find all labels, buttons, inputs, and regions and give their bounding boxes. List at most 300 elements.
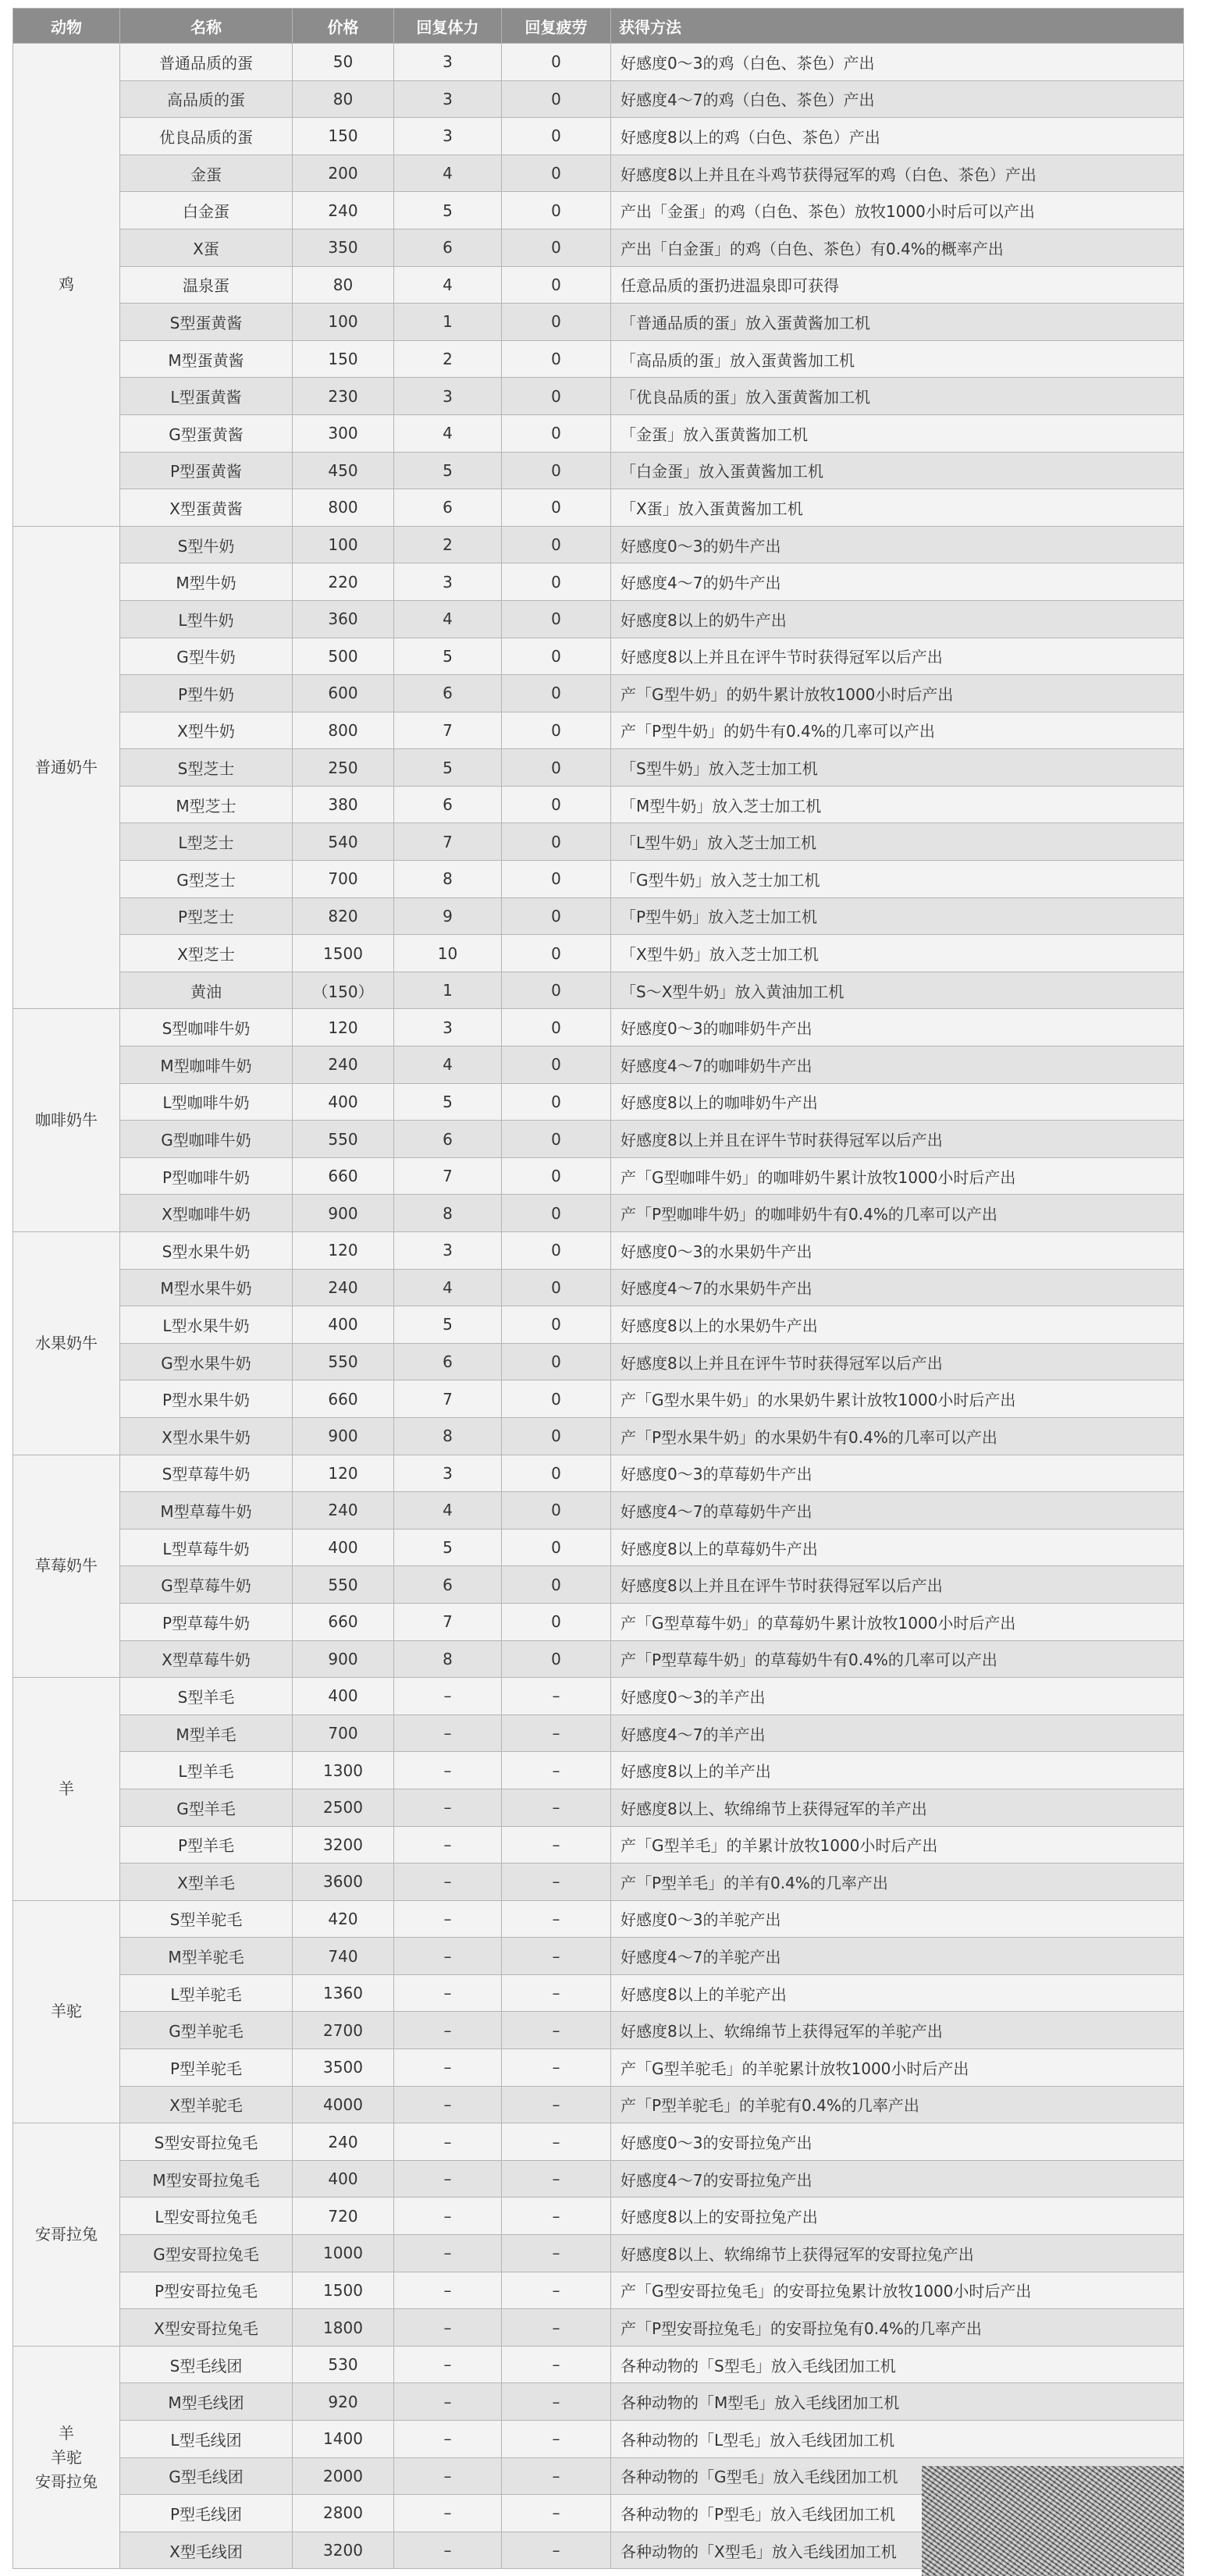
table-row bbox=[13, 1864, 1184, 1901]
product-name-cell: 普通品质的蛋 bbox=[120, 44, 293, 81]
stamina-cell: 3 bbox=[394, 563, 502, 601]
product-name-cell: L型牛奶 bbox=[120, 600, 293, 638]
table-row bbox=[13, 452, 1184, 489]
fatigue-cell: 0 bbox=[502, 1195, 611, 1232]
table-row bbox=[13, 600, 1184, 638]
fatigue-cell: 0 bbox=[502, 155, 611, 192]
fatigue-cell: 0 bbox=[502, 304, 611, 341]
header-method: 获得方法 bbox=[611, 9, 1184, 44]
table-row bbox=[13, 1566, 1184, 1604]
price-cell: 230 bbox=[293, 378, 394, 415]
fatigue-cell: – bbox=[502, 2421, 611, 2458]
stamina-cell: – bbox=[394, 2272, 502, 2309]
product-name-cell: L型水果牛奶 bbox=[120, 1306, 293, 1344]
product-name-cell: 黄油 bbox=[120, 972, 293, 1009]
stamina-cell: 6 bbox=[394, 489, 502, 527]
price-cell: 100 bbox=[293, 526, 394, 563]
stamina-cell: 4 bbox=[394, 1046, 502, 1084]
stamina-cell: – bbox=[394, 2235, 502, 2272]
stamina-cell: – bbox=[394, 2160, 502, 2198]
price-cell: 220 bbox=[293, 563, 394, 601]
price-cell: 530 bbox=[293, 2346, 394, 2383]
stamina-cell: – bbox=[394, 2421, 502, 2458]
price-cell: 1800 bbox=[293, 2309, 394, 2347]
table-row bbox=[13, 823, 1184, 861]
table-row bbox=[13, 1974, 1184, 2012]
product-name-cell: X型牛奶 bbox=[120, 712, 293, 749]
stamina-cell: – bbox=[394, 2346, 502, 2383]
method-cell: 好感度0～3的草莓奶牛产出 bbox=[611, 1455, 1184, 1492]
price-cell: 4000 bbox=[293, 2086, 394, 2123]
fatigue-cell: 0 bbox=[502, 1492, 611, 1530]
product-name-cell: P型芝士 bbox=[120, 897, 293, 935]
product-name-cell: P型羊毛 bbox=[120, 1826, 293, 1864]
price-cell: 360 bbox=[293, 600, 394, 638]
product-name-cell: L型芝士 bbox=[120, 823, 293, 861]
product-name-cell: P型蛋黄酱 bbox=[120, 452, 293, 489]
fatigue-cell: – bbox=[502, 2309, 611, 2347]
product-name-cell: S型羊毛 bbox=[120, 1678, 293, 1715]
method-cell: 产出「白金蛋」的鸡（白色、茶色）有0.4%的概率产出 bbox=[611, 229, 1184, 266]
fatigue-cell: 0 bbox=[502, 600, 611, 638]
method-cell: 好感度8以上的羊产出 bbox=[611, 1752, 1184, 1789]
price-cell: 80 bbox=[293, 266, 394, 304]
price-cell: 720 bbox=[293, 2198, 394, 2235]
method-cell: 好感度8以上的咖啡奶牛产出 bbox=[611, 1083, 1184, 1121]
header-fatigue: 回复疲劳 bbox=[502, 9, 611, 44]
product-name-cell: S型毛线团 bbox=[120, 2346, 293, 2383]
fatigue-cell: 0 bbox=[502, 823, 611, 861]
animal-cell: 羊 bbox=[13, 1678, 120, 1901]
price-cell: 2500 bbox=[293, 1789, 394, 1826]
stamina-cell: 10 bbox=[394, 935, 502, 972]
table-row bbox=[13, 1380, 1184, 1418]
product-name-cell: L型羊毛 bbox=[120, 1752, 293, 1789]
price-cell: 550 bbox=[293, 1343, 394, 1380]
fatigue-cell: 0 bbox=[502, 1232, 611, 1270]
price-cell: 300 bbox=[293, 414, 394, 452]
product-name-cell: G型芝士 bbox=[120, 861, 293, 898]
method-cell: 产「G型水果牛奶」的水果奶牛累计放牧1000小时后产出 bbox=[611, 1380, 1184, 1418]
stamina-cell: 4 bbox=[394, 600, 502, 638]
product-name-cell: S型水果牛奶 bbox=[120, 1232, 293, 1270]
method-cell: 各种动物的「M型毛」放入毛线团加工机 bbox=[611, 2383, 1184, 2421]
price-cell: 900 bbox=[293, 1417, 394, 1455]
product-name-cell: G型蛋黄酱 bbox=[120, 414, 293, 452]
table-row bbox=[13, 2383, 1184, 2421]
table-row bbox=[13, 1083, 1184, 1121]
stamina-cell: 6 bbox=[394, 786, 502, 823]
stamina-cell: 3 bbox=[394, 1232, 502, 1270]
method-cell: 好感度8以上并且在评牛节时获得冠军以后产出 bbox=[611, 1121, 1184, 1158]
price-cell: 3600 bbox=[293, 1864, 394, 1901]
product-name-cell: G型羊毛 bbox=[120, 1789, 293, 1826]
price-cell: 600 bbox=[293, 675, 394, 712]
product-name-cell: M型牛奶 bbox=[120, 563, 293, 601]
table-row bbox=[13, 638, 1184, 675]
table-row bbox=[13, 712, 1184, 749]
product-name-cell: P型水果牛奶 bbox=[120, 1380, 293, 1418]
fatigue-cell: 0 bbox=[502, 1455, 611, 1492]
method-cell: 好感度0～3的水果奶牛产出 bbox=[611, 1232, 1184, 1270]
table-row bbox=[13, 155, 1184, 192]
method-cell: 好感度8以上、软绵绵节上获得冠军的羊驼产出 bbox=[611, 2012, 1184, 2049]
table-row bbox=[13, 2421, 1184, 2458]
stamina-cell: 7 bbox=[394, 1603, 502, 1640]
fatigue-cell: 0 bbox=[502, 786, 611, 823]
table-row bbox=[13, 972, 1184, 1009]
price-cell: 800 bbox=[293, 712, 394, 749]
price-cell: （150） bbox=[293, 972, 394, 1009]
fatigue-cell: – bbox=[502, 2532, 611, 2569]
animal-cell: 咖啡奶牛 bbox=[13, 1009, 120, 1232]
table-row bbox=[13, 2086, 1184, 2123]
stamina-cell: – bbox=[394, 2198, 502, 2235]
animal-cell: 草莓奶牛 bbox=[13, 1455, 120, 1678]
table-row bbox=[13, 1455, 1184, 1492]
table-row bbox=[13, 2198, 1184, 2235]
table-row bbox=[13, 44, 1184, 81]
table-row bbox=[13, 786, 1184, 823]
stamina-cell: – bbox=[394, 2309, 502, 2347]
stamina-cell: – bbox=[394, 2086, 502, 2123]
table-row bbox=[13, 1529, 1184, 1566]
product-name-cell: S型蛋黄酱 bbox=[120, 304, 293, 341]
stamina-cell: – bbox=[394, 2532, 502, 2569]
method-cell: 好感度0～3的奶牛产出 bbox=[611, 526, 1184, 563]
table-header-row bbox=[13, 9, 1184, 44]
fatigue-cell: 0 bbox=[502, 749, 611, 787]
product-name-cell: M型安哥拉兔毛 bbox=[120, 2160, 293, 2198]
product-name-cell: S型咖啡牛奶 bbox=[120, 1009, 293, 1046]
table-row bbox=[13, 1492, 1184, 1530]
method-cell: 好感度4～7的羊驼产出 bbox=[611, 1938, 1184, 1975]
method-cell: 「S～X型牛奶」放入黄油加工机 bbox=[611, 972, 1184, 1009]
fatigue-cell: – bbox=[502, 1714, 611, 1752]
fatigue-cell: – bbox=[502, 2049, 611, 2087]
table-row bbox=[13, 1269, 1184, 1306]
price-cell: 3500 bbox=[293, 2049, 394, 2087]
fatigue-cell: 0 bbox=[502, 1009, 611, 1046]
fatigue-cell: – bbox=[502, 2495, 611, 2532]
stamina-cell: – bbox=[394, 1974, 502, 2012]
price-cell: 1500 bbox=[293, 935, 394, 972]
fatigue-cell: – bbox=[502, 1974, 611, 2012]
table-row bbox=[13, 1938, 1184, 1975]
stamina-cell: 2 bbox=[394, 340, 502, 378]
header-animal: 动物 bbox=[13, 9, 120, 44]
price-cell: 240 bbox=[293, 2123, 394, 2161]
price-cell: 540 bbox=[293, 823, 394, 861]
price-cell: 2800 bbox=[293, 2495, 394, 2532]
product-name-cell: X型芝士 bbox=[120, 935, 293, 972]
fatigue-cell: 0 bbox=[502, 266, 611, 304]
stamina-cell: 6 bbox=[394, 229, 502, 266]
stamina-cell: 3 bbox=[394, 1009, 502, 1046]
stamina-cell: 5 bbox=[394, 192, 502, 229]
product-name-cell: G型咖啡牛奶 bbox=[120, 1121, 293, 1158]
stamina-cell: 3 bbox=[394, 378, 502, 415]
fatigue-cell: – bbox=[502, 1789, 611, 1826]
price-cell: 550 bbox=[293, 1566, 394, 1604]
product-name-cell: X型草莓牛奶 bbox=[120, 1640, 293, 1678]
fatigue-cell: – bbox=[502, 2383, 611, 2421]
method-cell: 好感度8以上的奶牛产出 bbox=[611, 600, 1184, 638]
price-cell: 820 bbox=[293, 897, 394, 935]
price-cell: 3200 bbox=[293, 1826, 394, 1864]
stamina-cell: 4 bbox=[394, 1269, 502, 1306]
fatigue-cell: 0 bbox=[502, 972, 611, 1009]
fatigue-cell: – bbox=[502, 2272, 611, 2309]
method-cell: 好感度4～7的安哥拉兔产出 bbox=[611, 2160, 1184, 2198]
fatigue-cell: – bbox=[502, 2086, 611, 2123]
method-cell: 好感度4～7的羊产出 bbox=[611, 1714, 1184, 1752]
price-cell: 700 bbox=[293, 861, 394, 898]
fatigue-cell: 0 bbox=[502, 118, 611, 155]
stamina-cell: – bbox=[394, 2123, 502, 2161]
method-cell: 「优良品质的蛋」放入蛋黄酱加工机 bbox=[611, 378, 1184, 415]
animal-cell: 羊驼 bbox=[13, 1900, 120, 2123]
price-cell: 400 bbox=[293, 1678, 394, 1715]
fatigue-cell: – bbox=[502, 1938, 611, 1975]
method-cell: 好感度8以上并且在斗鸡节获得冠军的鸡（白色、茶色）产出 bbox=[611, 155, 1184, 192]
method-cell: 好感度0～3的安哥拉兔产出 bbox=[611, 2123, 1184, 2161]
header-price: 价格 bbox=[293, 9, 394, 44]
price-cell: 700 bbox=[293, 1714, 394, 1752]
stamina-cell: 5 bbox=[394, 452, 502, 489]
fatigue-cell: 0 bbox=[502, 44, 611, 81]
method-cell: 产出「金蛋」的鸡（白色、茶色）放牧1000小时后可以产出 bbox=[611, 192, 1184, 229]
table-row bbox=[13, 526, 1184, 563]
product-name-cell: X型羊毛 bbox=[120, 1864, 293, 1901]
table-row bbox=[13, 1900, 1184, 1938]
product-name-cell: L型安哥拉兔毛 bbox=[120, 2198, 293, 2235]
product-name-cell: X型水果牛奶 bbox=[120, 1417, 293, 1455]
fatigue-cell: 0 bbox=[502, 1566, 611, 1604]
product-name-cell: L型羊驼毛 bbox=[120, 1974, 293, 2012]
product-name-cell: L型草莓牛奶 bbox=[120, 1529, 293, 1566]
fatigue-cell: 0 bbox=[502, 935, 611, 972]
price-cell: 660 bbox=[293, 1157, 394, 1195]
method-cell: 产「P型羊驼毛」的羊驼有0.4%的几率产出 bbox=[611, 2086, 1184, 2123]
fatigue-cell: – bbox=[502, 2198, 611, 2235]
method-cell: 好感度8以上的水果奶牛产出 bbox=[611, 1306, 1184, 1344]
table-row bbox=[13, 2160, 1184, 2198]
fatigue-cell: 0 bbox=[502, 675, 611, 712]
fatigue-cell: – bbox=[502, 2160, 611, 2198]
method-cell: 产「G型羊毛」的羊累计放牧1000小时后产出 bbox=[611, 1826, 1184, 1864]
price-cell: 740 bbox=[293, 1938, 394, 1975]
method-cell: 「X蛋」放入蛋黄酱加工机 bbox=[611, 489, 1184, 527]
stamina-cell: – bbox=[394, 1752, 502, 1789]
price-cell: 240 bbox=[293, 1046, 394, 1084]
fatigue-cell: – bbox=[502, 1900, 611, 1938]
stamina-cell: 8 bbox=[394, 1640, 502, 1678]
method-cell: 产「P型水果牛奶」的水果奶牛有0.4%的几率可以产出 bbox=[611, 1417, 1184, 1455]
fatigue-cell: – bbox=[502, 2346, 611, 2383]
product-name-cell: M型蛋黄酱 bbox=[120, 340, 293, 378]
price-cell: 1360 bbox=[293, 1974, 394, 2012]
fatigue-cell: 0 bbox=[502, 80, 611, 118]
fatigue-cell: 0 bbox=[502, 897, 611, 935]
price-cell: 1000 bbox=[293, 2235, 394, 2272]
method-cell: 「白金蛋」放入蛋黄酱加工机 bbox=[611, 452, 1184, 489]
fatigue-cell: 0 bbox=[502, 414, 611, 452]
stamina-cell: 6 bbox=[394, 1121, 502, 1158]
stamina-cell: 4 bbox=[394, 155, 502, 192]
price-cell: 450 bbox=[293, 452, 394, 489]
price-cell: 1500 bbox=[293, 2272, 394, 2309]
fatigue-cell: 0 bbox=[502, 563, 611, 601]
table-row bbox=[13, 2235, 1184, 2272]
method-cell: 产「G型牛奶」的奶牛累计放牧1000小时后产出 bbox=[611, 675, 1184, 712]
product-name-cell: M型毛线团 bbox=[120, 2383, 293, 2421]
table-row bbox=[13, 80, 1184, 118]
method-cell: 「L型牛奶」放入芝士加工机 bbox=[611, 823, 1184, 861]
fatigue-cell: 0 bbox=[502, 1046, 611, 1084]
fatigue-cell: 0 bbox=[502, 489, 611, 527]
price-cell: 120 bbox=[293, 1455, 394, 1492]
price-cell: 2700 bbox=[293, 2012, 394, 2049]
method-cell: 好感度0～3的羊驼产出 bbox=[611, 1900, 1184, 1938]
stamina-cell: 5 bbox=[394, 1083, 502, 1121]
table-row bbox=[13, 897, 1184, 935]
stamina-cell: 9 bbox=[394, 897, 502, 935]
stamina-cell: – bbox=[394, 1938, 502, 1975]
price-cell: 900 bbox=[293, 1195, 394, 1232]
product-name-cell: L型咖啡牛奶 bbox=[120, 1083, 293, 1121]
method-cell: 各种动物的「P型毛」放入毛线团加工机 bbox=[611, 2495, 1184, 2532]
table-row bbox=[13, 378, 1184, 415]
fatigue-cell: 0 bbox=[502, 192, 611, 229]
table-row bbox=[13, 2272, 1184, 2309]
product-name-cell: S型草莓牛奶 bbox=[120, 1455, 293, 1492]
stamina-cell: – bbox=[394, 1864, 502, 1901]
method-cell: 各种动物的「L型毛」放入毛线团加工机 bbox=[611, 2421, 1184, 2458]
table-row bbox=[13, 1678, 1184, 1715]
stamina-cell: – bbox=[394, 1678, 502, 1715]
method-cell: 「普通品质的蛋」放入蛋黄酱加工机 bbox=[611, 304, 1184, 341]
stamina-cell: 6 bbox=[394, 675, 502, 712]
product-name-cell: G型草莓牛奶 bbox=[120, 1566, 293, 1604]
product-name-cell: M型芝士 bbox=[120, 786, 293, 823]
fatigue-cell: 0 bbox=[502, 229, 611, 266]
table-row bbox=[13, 1157, 1184, 1195]
price-cell: 80 bbox=[293, 80, 394, 118]
method-cell: 好感度4～7的鸡（白色、茶色）产出 bbox=[611, 80, 1184, 118]
stamina-cell: – bbox=[394, 1900, 502, 1938]
fatigue-cell: – bbox=[502, 2012, 611, 2049]
product-name-cell: P型牛奶 bbox=[120, 675, 293, 712]
fatigue-cell: – bbox=[502, 1826, 611, 1864]
product-name-cell: S型羊驼毛 bbox=[120, 1900, 293, 1938]
method-cell: 各种动物的「X型毛」放入毛线团加工机 bbox=[611, 2532, 1184, 2569]
method-cell: 「G型牛奶」放入芝士加工机 bbox=[611, 861, 1184, 898]
product-name-cell: P型安哥拉兔毛 bbox=[120, 2272, 293, 2309]
product-name-cell: X型毛线团 bbox=[120, 2532, 293, 2569]
method-cell: 「S型牛奶」放入芝士加工机 bbox=[611, 749, 1184, 787]
stamina-cell: 8 bbox=[394, 861, 502, 898]
product-name-cell: P型毛线团 bbox=[120, 2495, 293, 2532]
method-cell: 好感度0～3的鸡（白色、茶色）产出 bbox=[611, 44, 1184, 81]
product-name-cell: P型咖啡牛奶 bbox=[120, 1157, 293, 1195]
table-row bbox=[13, 2123, 1184, 2161]
fatigue-cell: – bbox=[502, 2123, 611, 2161]
method-cell: 产「P型安哥拉兔毛」的安哥拉兔有0.4%的几率产出 bbox=[611, 2309, 1184, 2347]
method-cell: 好感度4～7的草莓奶牛产出 bbox=[611, 1492, 1184, 1530]
method-cell: 「X型牛奶」放入芝士加工机 bbox=[611, 935, 1184, 972]
stamina-cell: 6 bbox=[394, 1343, 502, 1380]
stamina-cell: – bbox=[394, 2383, 502, 2421]
table-row bbox=[13, 192, 1184, 229]
table-row bbox=[13, 935, 1184, 972]
product-name-cell: G型牛奶 bbox=[120, 638, 293, 675]
table-row bbox=[13, 1306, 1184, 1344]
product-name-cell: X型羊驼毛 bbox=[120, 2086, 293, 2123]
product-name-cell: X型蛋黄酱 bbox=[120, 489, 293, 527]
price-cell: 400 bbox=[293, 2160, 394, 2198]
method-cell: 好感度0～3的咖啡奶牛产出 bbox=[611, 1009, 1184, 1046]
price-cell: 120 bbox=[293, 1009, 394, 1046]
method-cell: 好感度4～7的奶牛产出 bbox=[611, 563, 1184, 601]
header-name: 名称 bbox=[120, 9, 293, 44]
noise-watermark bbox=[922, 2466, 1184, 2576]
stamina-cell: 3 bbox=[394, 80, 502, 118]
price-cell: 380 bbox=[293, 786, 394, 823]
method-cell: 产「G型草莓牛奶」的草莓奶牛累计放牧1000小时后产出 bbox=[611, 1603, 1184, 1640]
stamina-cell: 5 bbox=[394, 749, 502, 787]
price-cell: 400 bbox=[293, 1306, 394, 1344]
product-name-cell: L型蛋黄酱 bbox=[120, 378, 293, 415]
table-row bbox=[13, 1232, 1184, 1270]
method-cell: 好感度8以上的安哥拉兔产出 bbox=[611, 2198, 1184, 2235]
method-cell: 好感度8以上并且在评牛节时获得冠军以后产出 bbox=[611, 1343, 1184, 1380]
method-cell: 好感度4～7的水果奶牛产出 bbox=[611, 1269, 1184, 1306]
product-name-cell: G型羊驼毛 bbox=[120, 2012, 293, 2049]
method-cell: 产「P型草莓牛奶」的草莓奶牛有0.4%的几率可以产出 bbox=[611, 1640, 1184, 1678]
fatigue-cell: 0 bbox=[502, 1380, 611, 1418]
table-row bbox=[13, 1343, 1184, 1380]
fatigue-cell: – bbox=[502, 1678, 611, 1715]
method-cell: 好感度4～7的咖啡奶牛产出 bbox=[611, 1046, 1184, 1084]
product-name-cell: P型羊驼毛 bbox=[120, 2049, 293, 2087]
price-cell: 120 bbox=[293, 1232, 394, 1270]
table-row bbox=[13, 414, 1184, 452]
price-cell: 500 bbox=[293, 638, 394, 675]
product-name-cell: X蛋 bbox=[120, 229, 293, 266]
table-row bbox=[13, 2049, 1184, 2087]
fatigue-cell: 0 bbox=[502, 1157, 611, 1195]
fatigue-cell: 0 bbox=[502, 638, 611, 675]
price-cell: 50 bbox=[293, 44, 394, 81]
product-name-cell: M型咖啡牛奶 bbox=[120, 1046, 293, 1084]
fatigue-cell: – bbox=[502, 1864, 611, 1901]
fatigue-cell: 0 bbox=[502, 526, 611, 563]
fatigue-cell: 0 bbox=[502, 1269, 611, 1306]
animal-cell: 鸡 bbox=[13, 44, 120, 527]
method-cell: 好感度8以上的草莓奶牛产出 bbox=[611, 1529, 1184, 1566]
method-cell: 「P型牛奶」放入芝士加工机 bbox=[611, 897, 1184, 935]
product-name-cell: 高品质的蛋 bbox=[120, 80, 293, 118]
product-name-cell: G型水果牛奶 bbox=[120, 1343, 293, 1380]
method-cell: 产「G型羊驼毛」的羊驼累计放牧1000小时后产出 bbox=[611, 2049, 1184, 2087]
product-name-cell: S型牛奶 bbox=[120, 526, 293, 563]
fatigue-cell: 0 bbox=[502, 1640, 611, 1678]
table-row bbox=[13, 1714, 1184, 1752]
product-name-cell: M型羊驼毛 bbox=[120, 1938, 293, 1975]
stamina-cell: 6 bbox=[394, 1566, 502, 1604]
table-row bbox=[13, 266, 1184, 304]
